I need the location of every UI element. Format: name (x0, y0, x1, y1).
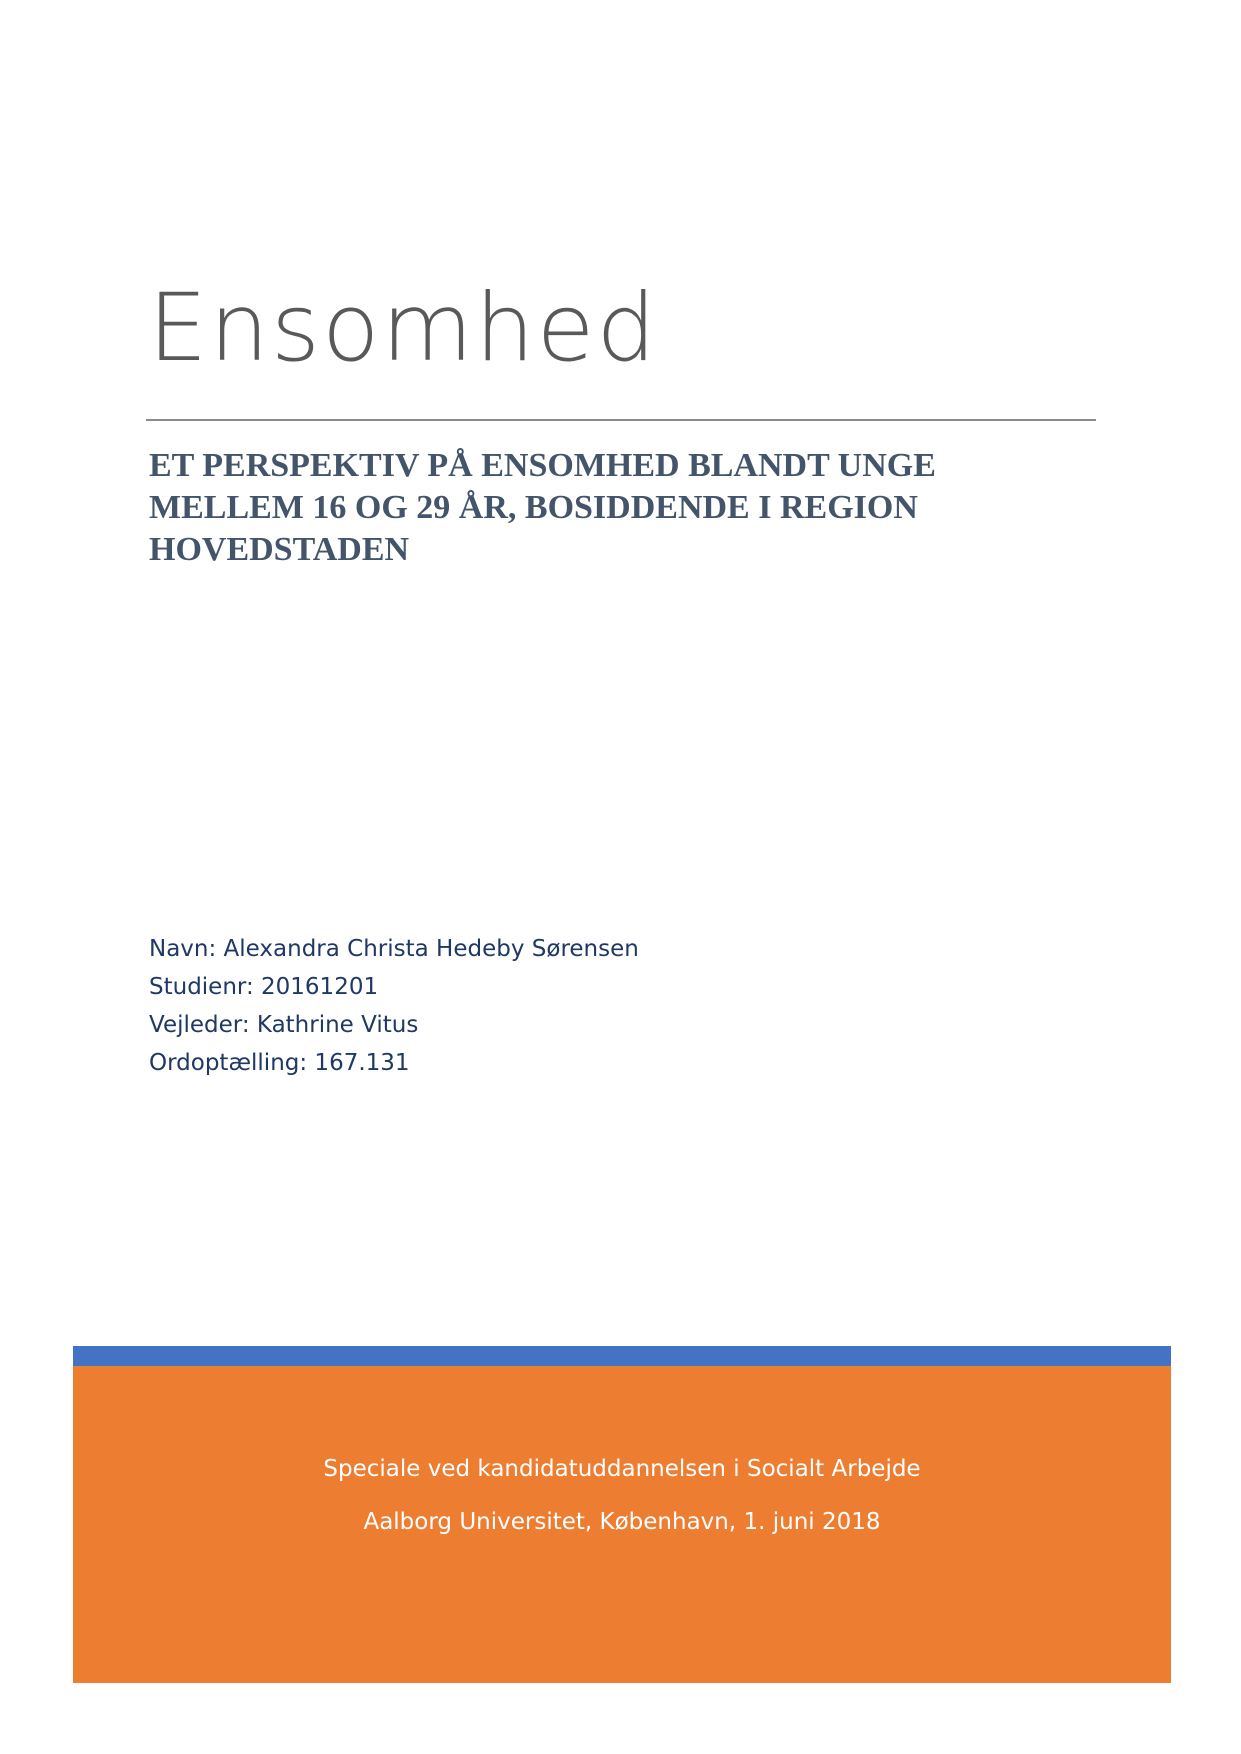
footer-band (73, 1366, 1171, 1683)
document-subtitle (149, 445, 1109, 571)
student-number: Studienr: 20161201 (149, 974, 379, 1000)
footer-accent-stripe (73, 1346, 1171, 1366)
author-info (149, 930, 639, 1082)
author-name: Navn: Alexandra Christa Hedeby Sørensen (149, 936, 639, 962)
university-date: Aalborg Universitet, København, 1. juni 2018 (363, 1509, 881, 1535)
thesis-program: Speciale ved kandidatuddannelsen i Socialt Arbejde (323, 1456, 921, 1482)
document-title: Ensomhed (148, 274, 659, 383)
title-divider (146, 419, 1096, 421)
subtitle-line: MELLEM 16 OG 29 ÅR, BOSIDDENDE I REGION (149, 489, 918, 526)
supervisor: Vejleder: Kathrine Vitus (149, 1012, 419, 1038)
subtitle-line: HOVEDSTADEN (149, 531, 410, 568)
subtitle-line: ET PERSPEKTIV PÅ ENSOMHED BLANDT UNGE (149, 447, 936, 484)
word-count: Ordoptælling: 167.131 (149, 1050, 410, 1076)
